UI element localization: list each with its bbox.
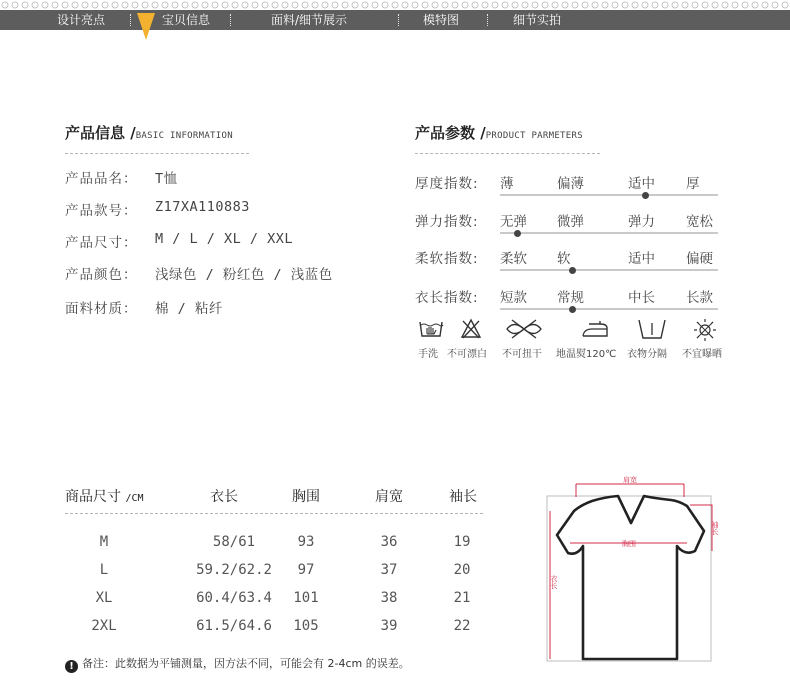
nav-item-fabric-details[interactable]: 面料/细节展示 bbox=[271, 13, 348, 27]
nav-item-highlights[interactable]: 设计亮点 bbox=[57, 13, 106, 27]
nav-item-product-info[interactable]: 宝贝信息 bbox=[162, 13, 211, 27]
nav-item-detail-photos[interactable]: 细节实拍 bbox=[513, 13, 562, 27]
alert-icon: ! bbox=[65, 660, 78, 673]
nav-separator bbox=[130, 14, 131, 26]
param-scale-marker bbox=[569, 267, 576, 274]
size-cell-value: 105 bbox=[293, 618, 319, 634]
size-cell-size: XL bbox=[95, 590, 113, 606]
info-label-style-no: 产品款号： bbox=[65, 203, 138, 219]
param-label: 衣长指数: bbox=[415, 290, 479, 306]
size-cell-value: 59.2/62.2 bbox=[196, 562, 272, 578]
param-option: 弹力 bbox=[628, 214, 655, 230]
active-nav-indicator bbox=[137, 13, 155, 40]
top-border bbox=[0, 0, 790, 10]
top-nav bbox=[0, 10, 790, 30]
no-wring-icon bbox=[504, 318, 544, 340]
size-table-title: 商品尺寸 /CM bbox=[65, 489, 144, 505]
divider bbox=[65, 153, 249, 154]
size-cell-size: L bbox=[99, 562, 109, 578]
separate-wash-icon bbox=[637, 318, 667, 340]
param-option: 软 bbox=[557, 251, 571, 267]
diagram-label-sleeve: 袖长 bbox=[711, 521, 719, 535]
care-label-no-wring: 不可扭干 bbox=[502, 349, 542, 360]
divider bbox=[415, 153, 600, 154]
param-scale-marker bbox=[569, 306, 576, 313]
size-col-length: 衣长 bbox=[210, 489, 238, 505]
size-cell-value: 58/61 bbox=[212, 534, 256, 550]
size-col-shoulder: 肩宽 bbox=[375, 489, 403, 505]
param-label: 弹力指数: bbox=[415, 214, 479, 230]
param-scale-track bbox=[500, 194, 718, 196]
param-option: 长款 bbox=[686, 290, 713, 306]
size-cell-value: 60.4/63.4 bbox=[196, 590, 272, 606]
info-label-sizes: 产品尺寸： bbox=[65, 235, 138, 251]
size-cell-size: M bbox=[99, 534, 109, 550]
param-scale-track bbox=[500, 308, 718, 310]
care-label-iron: 地温熨120℃ bbox=[556, 349, 617, 360]
param-option: 微弹 bbox=[557, 214, 584, 230]
nav-separator bbox=[230, 14, 231, 26]
size-table-divider bbox=[65, 513, 483, 514]
hand-wash-icon bbox=[418, 318, 444, 340]
size-cell-value: 37 bbox=[380, 562, 398, 578]
basic-info-subtitle: BASIC INFORMATION bbox=[135, 131, 233, 141]
nav-separator bbox=[398, 14, 399, 26]
tshirt-measurement-diagram bbox=[545, 473, 720, 668]
size-cell-value: 61.5/64.6 bbox=[196, 618, 272, 634]
size-cell-value: 97 bbox=[297, 562, 315, 578]
size-cell-value: 36 bbox=[380, 534, 398, 550]
no-bleach-icon bbox=[460, 318, 482, 340]
info-label-colors: 产品颜色： bbox=[65, 267, 138, 283]
param-option: 适中 bbox=[628, 251, 655, 267]
params-subtitle: PRODUCT PARMETERS bbox=[485, 131, 583, 141]
param-option: 柔软 bbox=[500, 251, 527, 267]
param-option: 薄 bbox=[500, 176, 514, 192]
param-option: 中长 bbox=[628, 290, 655, 306]
size-col-sleeve: 袖长 bbox=[449, 489, 477, 505]
measurement-note: ! 备注：此数据为平铺测量，因方法不同，可能会有 2-4cm 的误差。 bbox=[65, 655, 410, 673]
care-label-separate: 衣物分隔 bbox=[627, 349, 667, 360]
iron-icon bbox=[580, 318, 610, 340]
size-cell-value: 21 bbox=[453, 590, 471, 606]
size-cell-value: 20 bbox=[453, 562, 471, 578]
param-option: 短款 bbox=[500, 290, 527, 306]
size-cell-value: 22 bbox=[453, 618, 471, 634]
care-label-no-bleach: 不可漂白 bbox=[447, 349, 487, 360]
info-value-name: T恤 bbox=[155, 171, 178, 187]
size-table-unit: /CM bbox=[125, 493, 144, 504]
param-option: 无弹 bbox=[500, 214, 527, 230]
param-scale-marker bbox=[514, 230, 521, 237]
param-option: 常规 bbox=[557, 290, 584, 306]
size-cell-value: 19 bbox=[453, 534, 471, 550]
care-label-hand-wash: 手洗 bbox=[418, 349, 438, 360]
info-value-material: 棉 / 粘纤 bbox=[155, 301, 223, 317]
diagram-label-shoulder: 肩宽 bbox=[623, 476, 637, 484]
basic-info-title: 产品信息 /BASIC INFORMATION bbox=[65, 124, 233, 142]
param-option: 厚 bbox=[686, 176, 700, 192]
param-scale-marker bbox=[642, 192, 649, 199]
params-title: 产品参数 /PRODUCT PARMETERS bbox=[415, 124, 583, 142]
param-option: 适中 bbox=[628, 176, 655, 192]
param-option: 偏薄 bbox=[557, 176, 584, 192]
size-cell-value: 38 bbox=[380, 590, 398, 606]
info-label-name: 产品品名： bbox=[65, 171, 138, 187]
param-scale-track bbox=[500, 269, 718, 271]
size-cell-value: 101 bbox=[293, 590, 319, 606]
diagram-label-length: 衣长 bbox=[550, 575, 558, 589]
param-label: 厚度指数: bbox=[415, 176, 479, 192]
no-sun-icon bbox=[693, 318, 717, 342]
info-value-colors: 浅绿色 / 粉红色 / 浅蓝色 bbox=[155, 267, 333, 283]
param-option: 宽松 bbox=[686, 214, 713, 230]
diagram-label-chest: 胸围 bbox=[622, 540, 636, 548]
nav-separator bbox=[487, 14, 488, 26]
param-option: 偏硬 bbox=[686, 251, 713, 267]
param-scale-track bbox=[500, 232, 718, 234]
param-label: 柔软指数: bbox=[415, 251, 479, 267]
size-col-chest: 胸围 bbox=[292, 489, 320, 505]
info-value-sizes: M / L / XL / XXL bbox=[155, 231, 294, 247]
info-value-style-no: Z17XA110883 bbox=[155, 199, 250, 215]
care-label-no-sun: 不宜曝晒 bbox=[682, 349, 722, 360]
info-label-material: 面料材质： bbox=[65, 301, 138, 317]
size-cell-value: 39 bbox=[380, 618, 398, 634]
size-cell-size: 2XL bbox=[91, 618, 117, 634]
size-cell-value: 93 bbox=[297, 534, 315, 550]
nav-item-model[interactable]: 模特图 bbox=[423, 13, 460, 27]
